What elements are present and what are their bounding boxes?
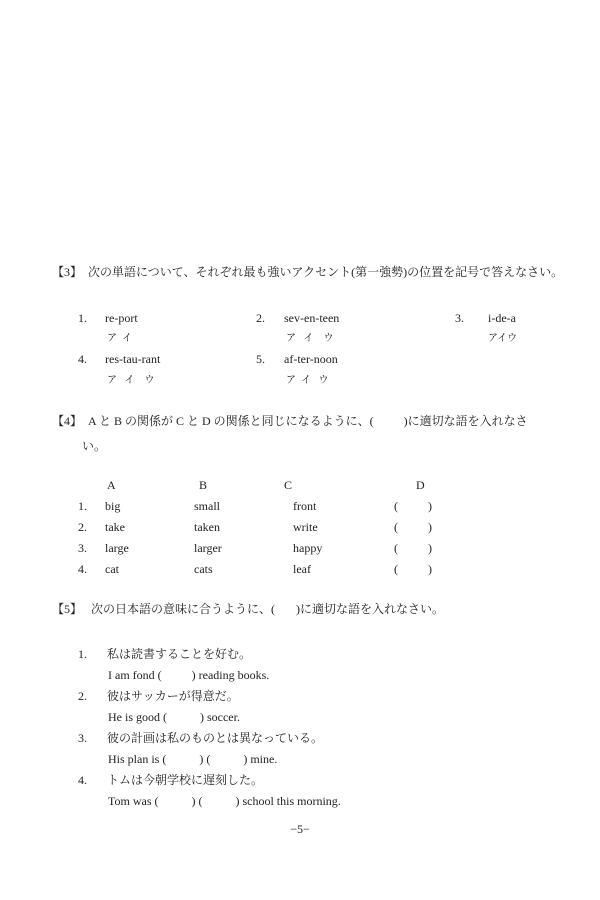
- q5-item-english: Tom was ( ) ( ) school this morning.: [108, 794, 341, 808]
- q4-cell-b: cats: [194, 562, 213, 576]
- q4-heading: 【4】 A と B の関係が C と D の関係と同じになるように、( )に適切な語を入れなさ: [52, 414, 528, 428]
- answer-blank: ( ): [394, 562, 432, 576]
- q5-item-number: 4.: [78, 773, 87, 787]
- q3-heading: 【3】 次の単語について、それぞれ最も強いアクセント(第一強勢)の位置を記号で答えなさい。: [52, 265, 564, 279]
- q4-cell-b: small: [194, 499, 220, 513]
- q4-cell-b: taken: [194, 520, 220, 534]
- q4-cell-a: cat: [105, 562, 119, 576]
- q4-cell-a: take: [105, 520, 125, 534]
- q4-column-header: B: [199, 478, 208, 492]
- q4-cell-num: 4.: [78, 562, 87, 576]
- q3-item-kana: ア イ ウ: [107, 375, 155, 386]
- q5-item-english: His plan is ( ) ( ) mine.: [108, 752, 278, 766]
- q3-item-number: 5.: [256, 352, 265, 366]
- q4-cell-c: front: [293, 499, 317, 513]
- q3-item-word: sev-en-teen: [284, 311, 340, 325]
- q3-item-number: 4.: [78, 352, 87, 366]
- q4-cell-num: 1.: [78, 499, 87, 513]
- q5-item-number: 2.: [78, 689, 87, 703]
- q3-item-number: 1.: [78, 311, 87, 325]
- q5-item-japanese: 彼の計画は私のものとは異なっている。: [107, 731, 324, 745]
- q3-item-kana: ア イ: [107, 333, 132, 344]
- page-number: −5−: [290, 822, 310, 836]
- q4-cell-a: big: [105, 499, 121, 513]
- q4-cell-b: larger: [194, 541, 222, 555]
- q4-cell-c: leaf: [293, 562, 311, 576]
- q4-cell-num: 3.: [78, 541, 87, 555]
- q4-cell-a: large: [105, 541, 129, 555]
- q4-cell-num: 2.: [78, 520, 87, 534]
- q5-item-japanese: 私は読書することを好む。: [107, 647, 252, 661]
- q5-heading: 【5】 次の日本語の意味に合うように、( )に適切な語を入れなさい。: [52, 602, 444, 616]
- q3-item-number: 3.: [455, 311, 464, 325]
- q3-item-word: i-de-a: [488, 311, 516, 325]
- q3-item-word: af-ter-noon: [284, 352, 338, 366]
- q3-item-word: res-tau-rant: [105, 352, 161, 366]
- q5-item-japanese: トムは今朝学校に遅刻した。: [107, 773, 264, 787]
- q5-item-number: 1.: [78, 647, 87, 661]
- q5-item-japanese: 彼はサッカーが得意だ。: [107, 689, 239, 703]
- q4-column-header: C: [284, 478, 293, 492]
- q5-item-english: He is good ( ) soccer.: [108, 710, 240, 724]
- q3-item-number: 2.: [256, 311, 265, 325]
- answer-blank: ( ): [394, 541, 432, 555]
- answer-blank: ( ): [394, 499, 432, 513]
- q4-column-header: A: [107, 478, 116, 492]
- q3-item-word: re-port: [105, 311, 138, 325]
- q5-item-number: 3.: [78, 731, 87, 745]
- q4-cell-c: happy: [293, 541, 323, 555]
- q4-column-header: D: [416, 478, 425, 492]
- q4-cell-c: write: [293, 520, 318, 534]
- q4-heading-continuation: い。: [82, 439, 107, 453]
- q3-item-kana: アイウ: [488, 333, 518, 344]
- q5-item-english: I am fond ( ) reading books.: [108, 668, 270, 682]
- q3-item-kana: ア イ ウ: [286, 375, 329, 386]
- answer-blank: ( ): [394, 520, 432, 534]
- q3-item-kana: ア イ ウ: [286, 333, 334, 344]
